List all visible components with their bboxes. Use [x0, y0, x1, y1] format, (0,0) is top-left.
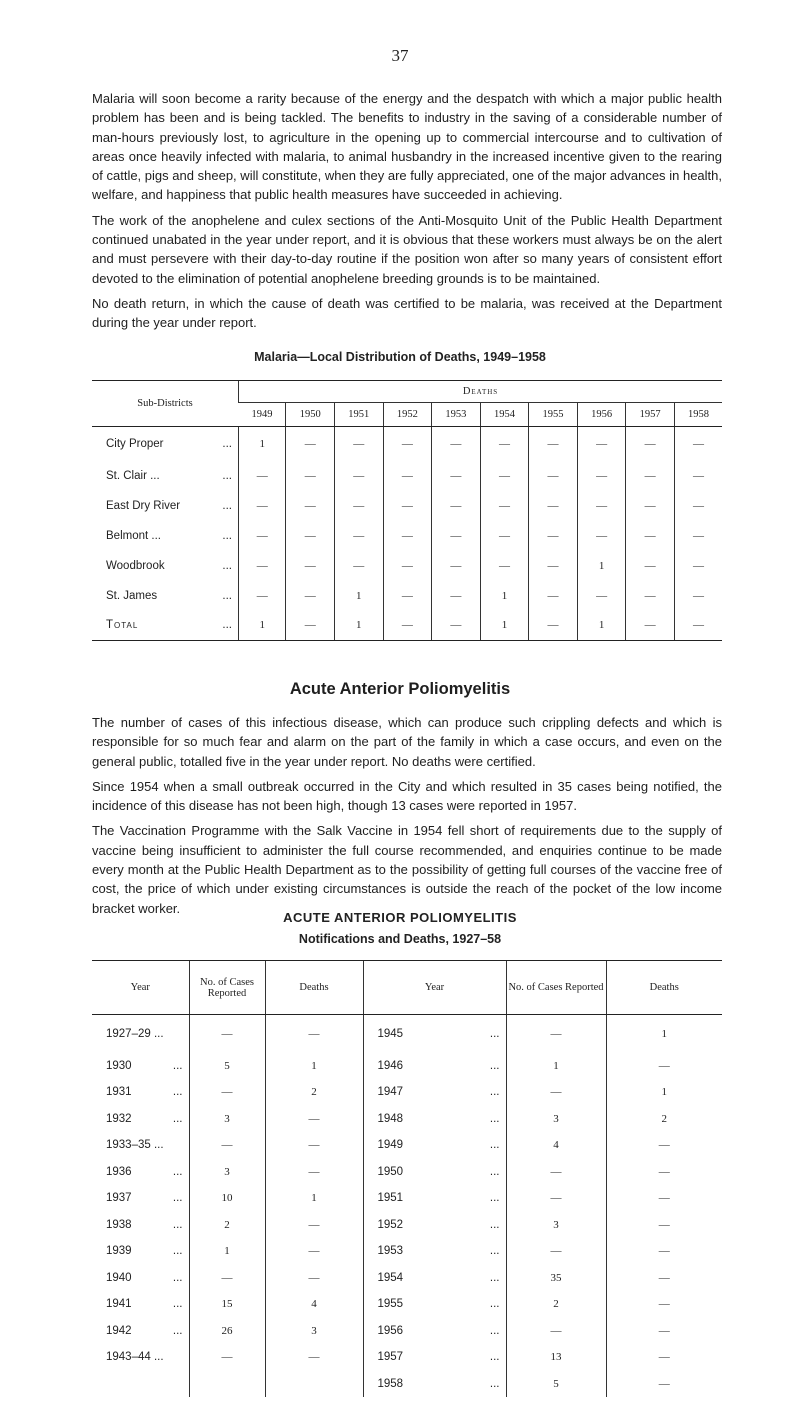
deaths-cell: —	[480, 521, 529, 551]
table-row	[92, 1185, 722, 1212]
year-label: 1938	[106, 1218, 132, 1231]
malaria-deaths-table	[92, 380, 722, 641]
malaria-table-title: Malaria—Local Distribution of Deaths, 1949–1958	[254, 350, 546, 364]
deaths-cell: —	[286, 551, 335, 581]
leader-dots: ...	[489, 1086, 500, 1099]
deaths-cell: 3	[265, 1318, 363, 1345]
table-row	[92, 581, 722, 611]
polio-notifications-table	[92, 960, 722, 1397]
deaths-cell: —	[239, 491, 286, 521]
deaths-cell: —	[239, 551, 286, 581]
year-cell	[363, 1344, 506, 1371]
table-row	[92, 551, 722, 581]
table-row	[92, 1053, 722, 1080]
leader-dots: ...	[222, 469, 232, 482]
year-cell	[363, 1318, 506, 1345]
year-header-1958: 1958	[674, 403, 722, 427]
leader-dots: ...	[172, 1086, 183, 1099]
leader-dots: ...	[489, 1112, 500, 1125]
deaths-cell: —	[529, 427, 578, 461]
deaths-cell: —	[529, 551, 578, 581]
cases-cell: 4	[506, 1132, 606, 1159]
deaths-cell: —	[577, 581, 626, 611]
table-row	[92, 427, 722, 461]
leader-dots: ...	[489, 1165, 500, 1178]
deaths-cell: 1	[606, 1015, 722, 1053]
deaths-cell: —	[674, 581, 722, 611]
leader-dots: ...	[222, 589, 232, 602]
year-label: 1932	[106, 1112, 132, 1125]
year-label: 1946	[377, 1059, 404, 1072]
deaths-cell: 2	[606, 1106, 722, 1133]
deaths-cell: —	[626, 581, 675, 611]
deaths-group-header: Deaths	[239, 381, 723, 403]
deaths-cell: —	[606, 1371, 722, 1398]
deaths-cell: 1	[265, 1053, 363, 1080]
year-header: Year	[363, 961, 506, 1015]
deaths-cell: —	[606, 1132, 722, 1159]
cases-cell: —	[189, 1079, 265, 1106]
year-label: 1933–35 ...	[106, 1139, 164, 1152]
deaths-cell	[265, 1371, 363, 1398]
polio-table-subtitle: Notifications and Deaths, 1927–58	[298, 932, 502, 946]
cases-cell: —	[506, 1079, 606, 1106]
deaths-cell: —	[577, 427, 626, 461]
year-cell	[363, 1185, 506, 1212]
table-row	[92, 521, 722, 551]
year-label: 1945	[377, 1027, 404, 1040]
deaths-cell: —	[432, 551, 481, 581]
deaths-cell: —	[432, 521, 481, 551]
deaths-cell: —	[239, 521, 286, 551]
deaths-cell: —	[286, 581, 335, 611]
year-cell	[92, 1106, 189, 1133]
table-row	[92, 1238, 722, 1265]
cases-cell: 3	[189, 1106, 265, 1133]
cases-cell: 1	[506, 1053, 606, 1080]
year-header: Year	[92, 961, 189, 1015]
year-label: 1947	[377, 1086, 404, 1099]
deaths-cell: —	[335, 461, 384, 491]
deaths-cell: —	[606, 1265, 722, 1292]
deaths-cell: 1	[265, 1185, 363, 1212]
year-cell	[363, 1291, 506, 1318]
deaths-cell: —	[674, 427, 722, 461]
deaths-cell: —	[529, 521, 578, 551]
year-cell	[363, 1015, 506, 1053]
polio-table-title: ACUTE ANTERIOR POLIOMYELITIS	[283, 910, 517, 925]
deaths-cell: —	[286, 611, 335, 641]
paragraph: The Vaccination Programme with the Salk Vaccine in 1954 fell short of requirements due to the supply of vaccine being insufficient to administer the full course recommended, and enquiries continue to be made every month at the Public Health Department as to the possibility of getting full courses of the vaccine free of cost, the price of which under existing circumstances is outside the reach of the pocket of the low income bracket worker.	[92, 823, 722, 916]
year-label: 1930	[106, 1059, 132, 1072]
deaths-cell: 1	[480, 611, 529, 641]
table-row	[92, 1132, 722, 1159]
leader-dots: ...	[489, 1192, 500, 1205]
deaths-cell: —	[606, 1159, 722, 1186]
year-label: 1956	[377, 1324, 404, 1337]
deaths-cell: —	[674, 491, 722, 521]
year-cell	[92, 1159, 189, 1186]
cases-cell: 35	[506, 1265, 606, 1292]
leader-dots: ...	[172, 1059, 183, 1072]
deaths-cell: —	[265, 1344, 363, 1371]
deaths-cell: —	[265, 1159, 363, 1186]
row-label: Belmont ...	[106, 529, 161, 542]
cases-cell: —	[506, 1318, 606, 1345]
cases-cell: 3	[189, 1159, 265, 1186]
leader-dots: ...	[222, 437, 232, 450]
cases-cell: 2	[189, 1212, 265, 1239]
year-cell	[92, 1015, 189, 1053]
year-label: 1942	[106, 1324, 132, 1337]
row-label: East Dry River	[106, 499, 181, 512]
polio-heading: Acute Anterior Poliomyelitis	[289, 680, 511, 698]
sub-district-name	[92, 611, 239, 641]
year-cell	[363, 1159, 506, 1186]
table-row	[92, 1212, 722, 1239]
year-label: 1953	[377, 1245, 404, 1258]
cases-cell: —	[189, 1132, 265, 1159]
sub-district-name	[92, 581, 239, 611]
deaths-cell: —	[265, 1106, 363, 1133]
year-cell	[92, 1344, 189, 1371]
deaths-cell: —	[577, 491, 626, 521]
deaths-cell: 1	[239, 611, 286, 641]
year-cell	[92, 1371, 189, 1398]
deaths-cell: 1	[239, 427, 286, 461]
year-cell	[363, 1132, 506, 1159]
year-label: 1931	[106, 1086, 132, 1099]
deaths-cell: —	[383, 611, 432, 641]
leader-dots: ...	[489, 1139, 500, 1152]
paragraph: The work of the anophelene and culex sections of the Anti-Mosquito Unit of the Public Health Department continued unabated in the year under report, and it is obvious that these workers must always be on the alert and must persevere with their day-to-day routine if the position won after so many years of consistent effort devoted to the elimination of potential anophelene breeding grounds is to be maintained.	[92, 212, 722, 286]
deaths-header: Deaths	[606, 961, 722, 1015]
year-cell	[92, 1053, 189, 1080]
cases-cell: 3	[506, 1106, 606, 1133]
leader-dots: ...	[222, 619, 232, 632]
year-label: 1936	[106, 1165, 132, 1178]
year-label: 1939	[106, 1245, 132, 1258]
deaths-cell: —	[606, 1238, 722, 1265]
leader-dots: ...	[172, 1245, 183, 1258]
cases-cell: 2	[506, 1291, 606, 1318]
deaths-cell: —	[606, 1318, 722, 1345]
sub-district-name	[92, 427, 239, 461]
year-label: 1940	[106, 1271, 132, 1284]
leader-dots: ...	[222, 499, 232, 512]
year-label: 1958	[377, 1377, 404, 1390]
year-label: 1950	[377, 1165, 404, 1178]
deaths-cell: 1	[577, 551, 626, 581]
year-label: 1957	[377, 1351, 404, 1364]
year-label: 1954	[377, 1271, 404, 1284]
year-cell	[363, 1238, 506, 1265]
sub-district-name	[92, 461, 239, 491]
cases-cell: —	[189, 1015, 265, 1053]
table-row	[92, 1371, 722, 1398]
deaths-cell: —	[335, 427, 384, 461]
deaths-cell: —	[265, 1212, 363, 1239]
deaths-cell: —	[626, 461, 675, 491]
year-label: 1943–44 ...	[106, 1351, 164, 1364]
deaths-cell: —	[286, 461, 335, 491]
deaths-cell: —	[626, 551, 675, 581]
sub-district-name	[92, 491, 239, 521]
sub-district-name	[92, 521, 239, 551]
year-label: 1937	[106, 1192, 132, 1205]
deaths-cell: —	[480, 427, 529, 461]
leader-dots: ...	[172, 1271, 183, 1284]
year-label: 1927–29 ...	[106, 1027, 164, 1040]
deaths-cell: —	[239, 581, 286, 611]
deaths-cell: —	[674, 551, 722, 581]
table-row	[92, 1291, 722, 1318]
year-header-1954: 1954	[480, 403, 529, 427]
deaths-cell: —	[606, 1344, 722, 1371]
cases-cell: —	[506, 1185, 606, 1212]
year-cell	[363, 1079, 506, 1106]
deaths-cell: —	[480, 551, 529, 581]
paragraph: Malaria will soon become a rarity because of the energy and the despatch with which a major public health problem has been and is being tackled. The benefits to industry in the saving of a considerable number of man-hours previously lost, to agriculture in the opening up to commercial intercourse and to cultivation of areas once heavily infected with malaria, to animal husbandry in the increased incentive given to the rearing of cattle, pigs and sheep, will constitute, when they are fully appreciated, one of the major advances in health, welfare, and happiness that public health measures have succeeded in achieving.	[92, 91, 722, 203]
cases-cell: 13	[506, 1344, 606, 1371]
deaths-cell: —	[239, 461, 286, 491]
year-label: 1949	[377, 1139, 404, 1152]
cases-header: No. of Cases Reported	[506, 961, 606, 1015]
deaths-cell: —	[335, 551, 384, 581]
polio-text	[92, 713, 722, 924]
cases-cell: 3	[506, 1212, 606, 1239]
row-label: St. James	[106, 589, 158, 602]
deaths-cell: —	[529, 461, 578, 491]
deaths-cell: —	[383, 521, 432, 551]
table-row	[92, 1079, 722, 1106]
deaths-cell: —	[432, 581, 481, 611]
row-label: Total	[106, 619, 139, 632]
year-cell	[92, 1265, 189, 1292]
leader-dots: ...	[489, 1324, 500, 1337]
paragraph: The number of cases of this infectious disease, which can produce such crippling defects and which is responsible for so much fear and alarm on the part of the family in which a case occurs, and even on the general public, totalled five in the year under report. No deaths were certified.	[92, 715, 722, 769]
leader-dots: ...	[489, 1218, 500, 1231]
year-cell	[363, 1371, 506, 1398]
table-row	[92, 491, 722, 521]
deaths-header: Deaths	[265, 961, 363, 1015]
cases-cell: —	[506, 1159, 606, 1186]
deaths-cell: —	[383, 461, 432, 491]
cases-cell: —	[506, 1238, 606, 1265]
row-label: St. Clair ...	[106, 469, 160, 482]
deaths-cell: —	[432, 491, 481, 521]
deaths-cell: —	[626, 427, 675, 461]
row-label: City Proper	[106, 437, 164, 450]
cases-cell	[189, 1371, 265, 1398]
cases-cell: 10	[189, 1185, 265, 1212]
deaths-cell: —	[480, 491, 529, 521]
leader-dots: ...	[489, 1059, 500, 1072]
leader-dots: ...	[172, 1298, 183, 1311]
deaths-cell: —	[577, 521, 626, 551]
deaths-cell: —	[383, 581, 432, 611]
cases-cell: 15	[189, 1291, 265, 1318]
year-cell	[363, 1053, 506, 1080]
table-row	[92, 1318, 722, 1345]
deaths-cell: —	[577, 461, 626, 491]
deaths-cell: 2	[265, 1079, 363, 1106]
deaths-cell: 1	[335, 611, 384, 641]
sub-districts-header: Sub-Districts	[92, 381, 239, 427]
sub-district-name	[92, 551, 239, 581]
table-row	[92, 1265, 722, 1292]
deaths-cell: —	[606, 1291, 722, 1318]
cases-cell: —	[506, 1015, 606, 1053]
year-label: 1952	[377, 1218, 404, 1231]
deaths-cell: —	[335, 491, 384, 521]
deaths-cell: —	[529, 611, 578, 641]
deaths-cell: —	[626, 611, 675, 641]
deaths-cell: 1	[335, 581, 384, 611]
year-cell	[92, 1291, 189, 1318]
cases-header: No. of Cases Reported	[189, 961, 265, 1015]
year-cell	[92, 1132, 189, 1159]
table-row	[92, 1344, 722, 1371]
page-number: 37	[391, 46, 409, 65]
deaths-cell: —	[432, 461, 481, 491]
year-label: 1955	[377, 1298, 404, 1311]
deaths-cell: —	[606, 1053, 722, 1080]
leader-dots: ...	[489, 1298, 500, 1311]
year-cell	[92, 1238, 189, 1265]
deaths-cell: —	[286, 521, 335, 551]
year-header-1949: 1949	[239, 403, 286, 427]
year-cell	[363, 1265, 506, 1292]
year-label: 1951	[377, 1192, 404, 1205]
deaths-cell: 1	[577, 611, 626, 641]
deaths-cell: —	[432, 427, 481, 461]
deaths-cell: —	[265, 1015, 363, 1053]
row-label: Woodbrook	[106, 559, 165, 572]
deaths-cell: —	[626, 521, 675, 551]
deaths-cell: —	[674, 461, 722, 491]
year-header-1950: 1950	[286, 403, 335, 427]
deaths-cell: —	[432, 611, 481, 641]
table-row	[92, 1106, 722, 1133]
leader-dots: ...	[222, 559, 232, 572]
year-label: 1948	[377, 1112, 404, 1125]
deaths-cell: —	[265, 1265, 363, 1292]
deaths-cell: 1	[480, 581, 529, 611]
leader-dots: ...	[489, 1351, 500, 1364]
deaths-cell: —	[265, 1132, 363, 1159]
year-header-1957: 1957	[626, 403, 675, 427]
leader-dots: ...	[222, 529, 232, 542]
leader-dots: ...	[172, 1192, 183, 1205]
deaths-cell: 1	[606, 1079, 722, 1106]
deaths-cell: —	[626, 491, 675, 521]
malaria-text	[92, 89, 722, 339]
cases-cell: 26	[189, 1318, 265, 1345]
year-cell	[92, 1079, 189, 1106]
cases-cell: 1	[189, 1238, 265, 1265]
year-label: 1941	[106, 1298, 132, 1311]
year-cell	[363, 1212, 506, 1239]
year-header-1955: 1955	[529, 403, 578, 427]
cases-cell: 5	[506, 1371, 606, 1398]
deaths-cell: 4	[265, 1291, 363, 1318]
year-header-1952: 1952	[383, 403, 432, 427]
leader-dots: ...	[489, 1271, 500, 1284]
deaths-cell: —	[606, 1185, 722, 1212]
year-header-1953: 1953	[432, 403, 481, 427]
paragraph: No death return, in which the cause of death was certified to be malaria, was received at the Department during the year under report.	[92, 295, 722, 331]
leader-dots: ...	[172, 1112, 183, 1125]
year-cell	[92, 1318, 189, 1345]
year-cell	[92, 1212, 189, 1239]
deaths-cell: —	[383, 551, 432, 581]
leader-dots: ...	[172, 1218, 183, 1231]
table-row	[92, 1159, 722, 1186]
deaths-cell: —	[606, 1212, 722, 1239]
paragraph: Since 1954 when a small outbreak occurred in the City and which resulted in 35 cases being notified, the incidence of this disease has not been high, though 13 cases were reported in 1957.	[92, 778, 722, 814]
cases-cell: 5	[189, 1053, 265, 1080]
deaths-cell: —	[383, 427, 432, 461]
deaths-cell: —	[286, 427, 335, 461]
year-cell	[92, 1185, 189, 1212]
table-row	[92, 1015, 722, 1053]
year-header-1956: 1956	[577, 403, 626, 427]
deaths-cell: —	[674, 611, 722, 641]
deaths-cell: —	[529, 491, 578, 521]
leader-dots: ...	[489, 1377, 500, 1390]
deaths-cell: —	[674, 521, 722, 551]
deaths-cell: —	[265, 1238, 363, 1265]
deaths-cell: —	[529, 581, 578, 611]
year-header-1951: 1951	[335, 403, 384, 427]
year-cell	[363, 1106, 506, 1133]
deaths-cell: —	[286, 491, 335, 521]
leader-dots: ...	[172, 1324, 183, 1337]
deaths-cell: —	[335, 521, 384, 551]
leader-dots: ...	[489, 1027, 500, 1040]
deaths-cell: —	[480, 461, 529, 491]
total-row	[92, 611, 722, 641]
leader-dots: ...	[172, 1165, 183, 1178]
leader-dots: ...	[489, 1245, 500, 1258]
cases-cell: —	[189, 1344, 265, 1371]
cases-cell: —	[189, 1265, 265, 1292]
deaths-cell: —	[383, 491, 432, 521]
table-row	[92, 461, 722, 491]
